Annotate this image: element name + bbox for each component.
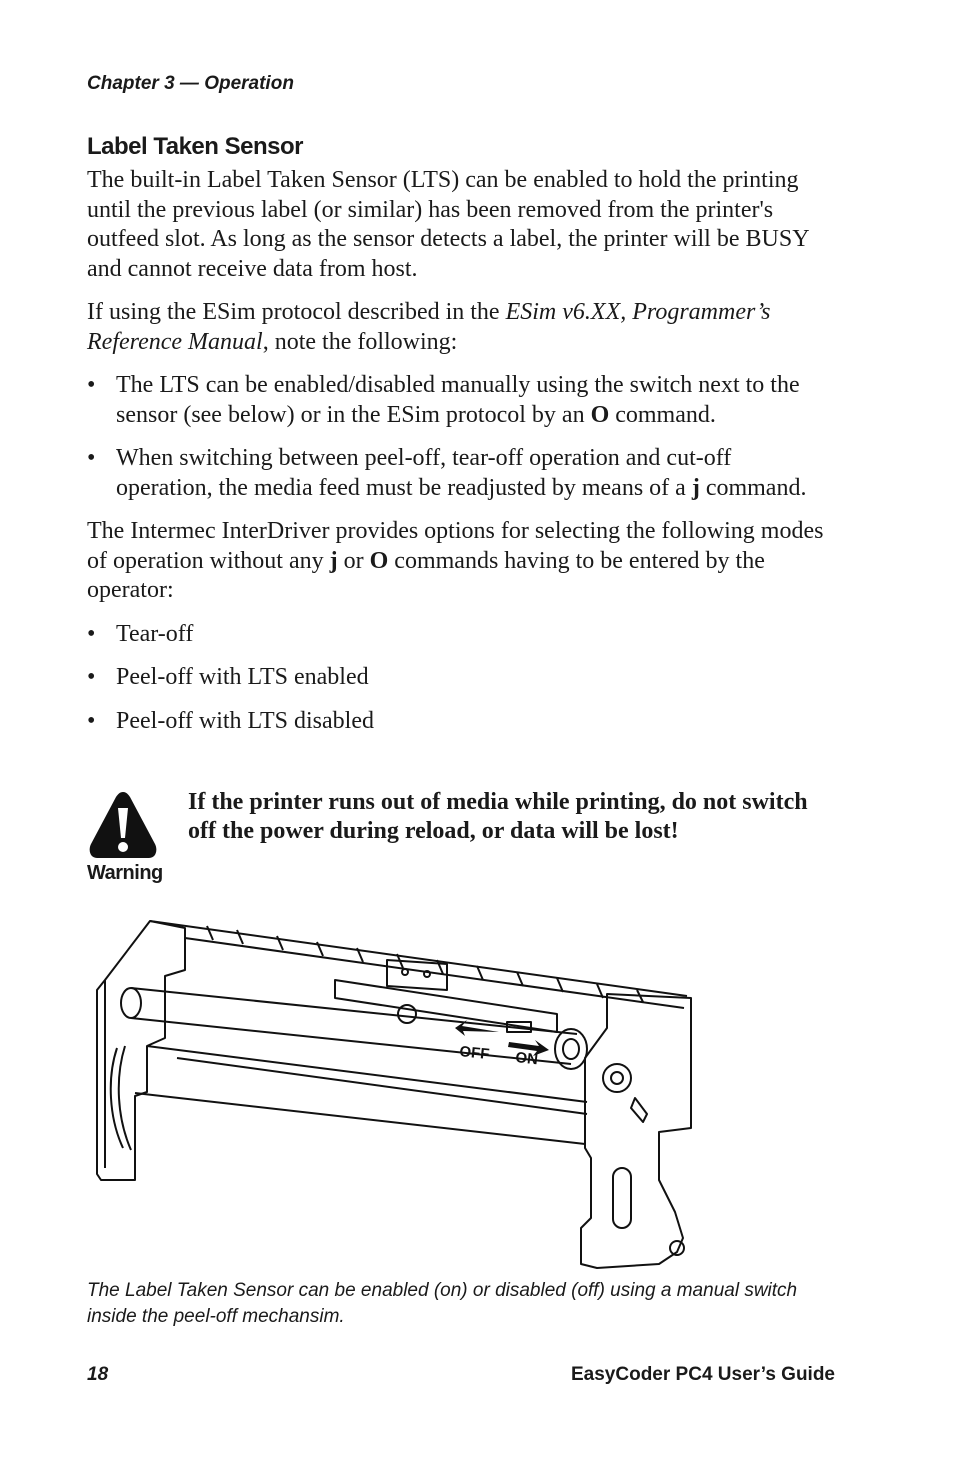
paragraph-text: commands having to be entered by the operator: [87,547,765,603]
esim-manual-reference: ESim v6.XX, Programmer’s Reference Manual [87,299,771,355]
esim-text-pre: If using the ESim protocol described in the [87,299,506,325]
modes-list [87,620,827,737]
section-title: Label Taken Sensor [87,133,303,160]
chapter-header: Chapter 3 — Operation [87,73,294,94]
list-item [87,371,827,430]
interdriver-paragraph [87,517,827,606]
list-item-text: Tear-off [116,620,194,647]
list-item [87,444,827,503]
list-item-text: Peel-off with LTS enabled [116,664,369,690]
list-item [87,663,827,693]
esim-paragraph [87,298,827,357]
paragraph-text: or [337,547,370,574]
command-j: j [691,474,700,501]
command-j: j [329,547,338,574]
guide-title: EasyCoder PC4 User’s Guide [571,1364,835,1385]
switch-off-label: OFF [458,1043,491,1064]
warning-icon [87,788,159,864]
list-item [87,620,827,650]
esim-text-post: , note the following: [262,328,458,355]
warning-block [87,788,827,888]
warning-text: If the printer runs out of media while printing, do not switch off the power during reload, or data will be lost! [188,789,808,844]
list-item-text: Peel-off with LTS disabled [116,707,374,734]
page-number: 18 [87,1364,109,1385]
bullet-icon: • [87,445,96,471]
warning-caption: Warning [87,862,163,884]
paragraph-text: The Intermec InterDriver provides options for selecting the following modes of operation without any [87,518,824,574]
main-content [87,132,827,750]
command-o: O [590,401,610,428]
list-item-text: When switching between peel-off, tear-off operation and cut-off operation, the media feed must be readjusted by means of a [116,445,732,501]
list-item [87,707,827,737]
intro-paragraph: The built-in Label Taken Sensor (LTS) can be enabled to hold the printing until the previous label (or similar) has been removed from the printer's outfeed slot. As long as the sensor detects a label, the printer will be BUSY and cannot receive data from host. [87,167,809,282]
list-item-text: command. [699,474,807,501]
bullet-icon: • [87,620,96,647]
esim-notes-list [87,371,827,503]
bullet-icon: • [87,664,96,690]
list-item-text: The LTS can be enabled/disabled manually using the switch next to the sensor (see below) or in the ESim protocol by an [116,372,800,428]
command-o: O [369,547,389,574]
bullet-icon: • [87,707,96,734]
bullet-icon: • [87,372,96,398]
list-item-text: command. [609,401,716,428]
label-taken-sensor-illustration [87,918,707,1270]
figure-caption: The Label Taken Sensor can be enabled (on) or disabled (off) using a manual switch inside the peel-off mechansim. [87,1280,798,1327]
switch-on-label: ON [514,1049,539,1069]
